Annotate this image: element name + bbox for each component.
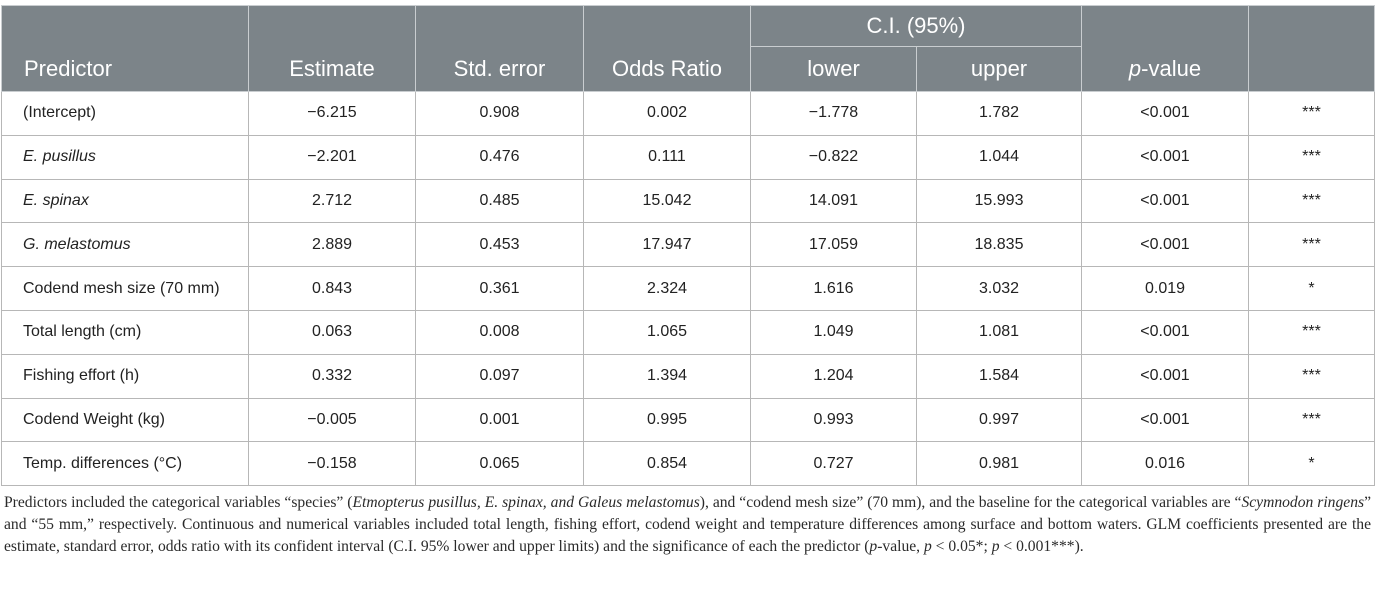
cell-odds-ratio: 1.065 [584, 310, 751, 354]
cell-estimate: −2.201 [249, 135, 416, 179]
cell-ci-lower: 1.049 [751, 310, 917, 354]
table-header [2, 6, 1375, 92]
cell-estimate: −0.158 [249, 442, 416, 486]
cell-std-error: 0.908 [416, 92, 584, 136]
table-row [2, 92, 1375, 136]
table-row [2, 223, 1375, 267]
cell-p-value: <0.001 [1082, 179, 1249, 223]
cell-p-value: 0.019 [1082, 267, 1249, 311]
cell-ci-lower: 0.993 [751, 398, 917, 442]
cell-significance: *** [1249, 398, 1375, 442]
cell-ci-upper: 0.997 [917, 398, 1082, 442]
cell-ci-lower: 0.727 [751, 442, 917, 486]
cell-odds-ratio: 0.111 [584, 135, 751, 179]
cell-estimate: 0.332 [249, 354, 416, 398]
cell-significance: *** [1249, 179, 1375, 223]
cell-predictor: Temp. differences (°C) [2, 442, 249, 486]
header-p-rest: -value [1141, 56, 1202, 81]
cell-predictor: (Intercept) [2, 92, 249, 136]
cell-predictor [2, 223, 249, 267]
cell-odds-ratio: 15.042 [584, 179, 751, 223]
cell-odds-ratio: 2.324 [584, 267, 751, 311]
cell-std-error: 0.097 [416, 354, 584, 398]
header-estimate: Estimate [249, 6, 416, 92]
table-row [2, 179, 1375, 223]
footnote-text: ” and “55 mm,” respectively. Continuous and numerical variables included total length, fishing effort, codend weight and temperature differences among surface and bottom waters. GLM coefficients presented are the estimate, standard error, odds ratio with its confident interval (C.I. 95% lower and upper limits) and the significance of each the predictor ( [4, 494, 1371, 556]
header-p-italic: p [1128, 56, 1142, 81]
footnote-text: -value, [877, 538, 924, 556]
cell-p-value: 0.016 [1082, 442, 1249, 486]
cell-estimate: 2.889 [249, 223, 416, 267]
table-row [2, 267, 1375, 311]
cell-significance: *** [1249, 92, 1375, 136]
footnote-p-symbol: p [991, 538, 1000, 556]
cell-predictor: Codend mesh size (70 mm) [2, 267, 249, 311]
cell-ci-upper: 0.981 [917, 442, 1082, 486]
cell-std-error: 0.361 [416, 267, 584, 311]
footnote-baseline-species: Scymnodon ringens [1241, 494, 1365, 512]
cell-significance: * [1249, 442, 1375, 486]
header-predictor: Predictor [2, 6, 249, 92]
cell-std-error: 0.001 [416, 398, 584, 442]
cell-ci-upper: 1.044 [917, 135, 1082, 179]
cell-ci-upper: 1.782 [917, 92, 1082, 136]
cell-ci-lower: −0.822 [751, 135, 917, 179]
table-footnote [4, 492, 1371, 558]
cell-odds-ratio: 1.394 [584, 354, 751, 398]
cell-ci-lower: 1.204 [751, 354, 917, 398]
cell-odds-ratio: 0.002 [584, 92, 751, 136]
footnote-text: ), and “codend mesh size” (70 mm), and the baseline for the categorical variables are “ [699, 494, 1242, 512]
glm-coefficients-table [1, 5, 1375, 486]
cell-significance: *** [1249, 354, 1375, 398]
cell-ci-upper: 1.584 [917, 354, 1082, 398]
cell-ci-upper: 1.081 [917, 310, 1082, 354]
cell-p-value: <0.001 [1082, 310, 1249, 354]
table-row [2, 354, 1375, 398]
cell-ci-lower: −1.778 [751, 92, 917, 136]
cell-ci-upper: 18.835 [917, 223, 1082, 267]
header-std-error: Std. error [416, 6, 584, 92]
cell-std-error: 0.453 [416, 223, 584, 267]
cell-std-error: 0.485 [416, 179, 584, 223]
cell-p-value: <0.001 [1082, 92, 1249, 136]
table-row [2, 135, 1375, 179]
cell-predictor-italic: G. melastomus [23, 235, 131, 253]
cell-p-value: <0.001 [1082, 354, 1249, 398]
header-odds-ratio: Odds Ratio [584, 6, 751, 92]
cell-std-error: 0.008 [416, 310, 584, 354]
cell-significance: *** [1249, 223, 1375, 267]
cell-estimate: −0.005 [249, 398, 416, 442]
footnote-species-list: Etmopterus pusillus, E. spinax, and Galeus melastomus [352, 494, 700, 512]
table-figure [0, 5, 1375, 558]
footnote-p-symbol: p [869, 538, 878, 556]
header-p-value [1082, 6, 1249, 92]
cell-predictor [2, 135, 249, 179]
cell-estimate: −6.215 [249, 92, 416, 136]
cell-ci-lower: 14.091 [751, 179, 917, 223]
cell-ci-lower: 17.059 [751, 223, 917, 267]
header-ci-upper: upper [917, 47, 1082, 92]
cell-p-value: <0.001 [1082, 223, 1249, 267]
table-row [2, 398, 1375, 442]
header-ci-group: C.I. (95%) [751, 6, 1082, 47]
table-body [2, 92, 1375, 486]
cell-predictor-italic: E. spinax [23, 191, 89, 209]
cell-p-value: <0.001 [1082, 398, 1249, 442]
header-significance [1249, 6, 1375, 92]
cell-estimate: 2.712 [249, 179, 416, 223]
cell-estimate: 0.063 [249, 310, 416, 354]
cell-significance: * [1249, 267, 1375, 311]
cell-ci-upper: 15.993 [917, 179, 1082, 223]
cell-predictor: Total length (cm) [2, 310, 249, 354]
cell-std-error: 0.476 [416, 135, 584, 179]
cell-predictor: Codend Weight (kg) [2, 398, 249, 442]
cell-estimate: 0.843 [249, 267, 416, 311]
footnote-text: Predictors included the categorical variables “species” ( [4, 494, 353, 512]
table-row [2, 310, 1375, 354]
cell-predictor-italic: E. pusillus [23, 148, 96, 166]
cell-odds-ratio: 0.854 [584, 442, 751, 486]
header-ci-lower: lower [751, 47, 917, 92]
table-row [2, 442, 1375, 486]
cell-predictor: Fishing effort (h) [2, 354, 249, 398]
footnote-text: < 0.05*; [931, 538, 992, 556]
cell-predictor [2, 179, 249, 223]
cell-significance: *** [1249, 135, 1375, 179]
footnote-text: < 0.001***). [999, 538, 1084, 556]
cell-odds-ratio: 17.947 [584, 223, 751, 267]
cell-odds-ratio: 0.995 [584, 398, 751, 442]
cell-ci-lower: 1.616 [751, 267, 917, 311]
footnote-p-symbol: p [923, 538, 932, 556]
cell-std-error: 0.065 [416, 442, 584, 486]
cell-p-value: <0.001 [1082, 135, 1249, 179]
cell-ci-upper: 3.032 [917, 267, 1082, 311]
cell-significance: *** [1249, 310, 1375, 354]
